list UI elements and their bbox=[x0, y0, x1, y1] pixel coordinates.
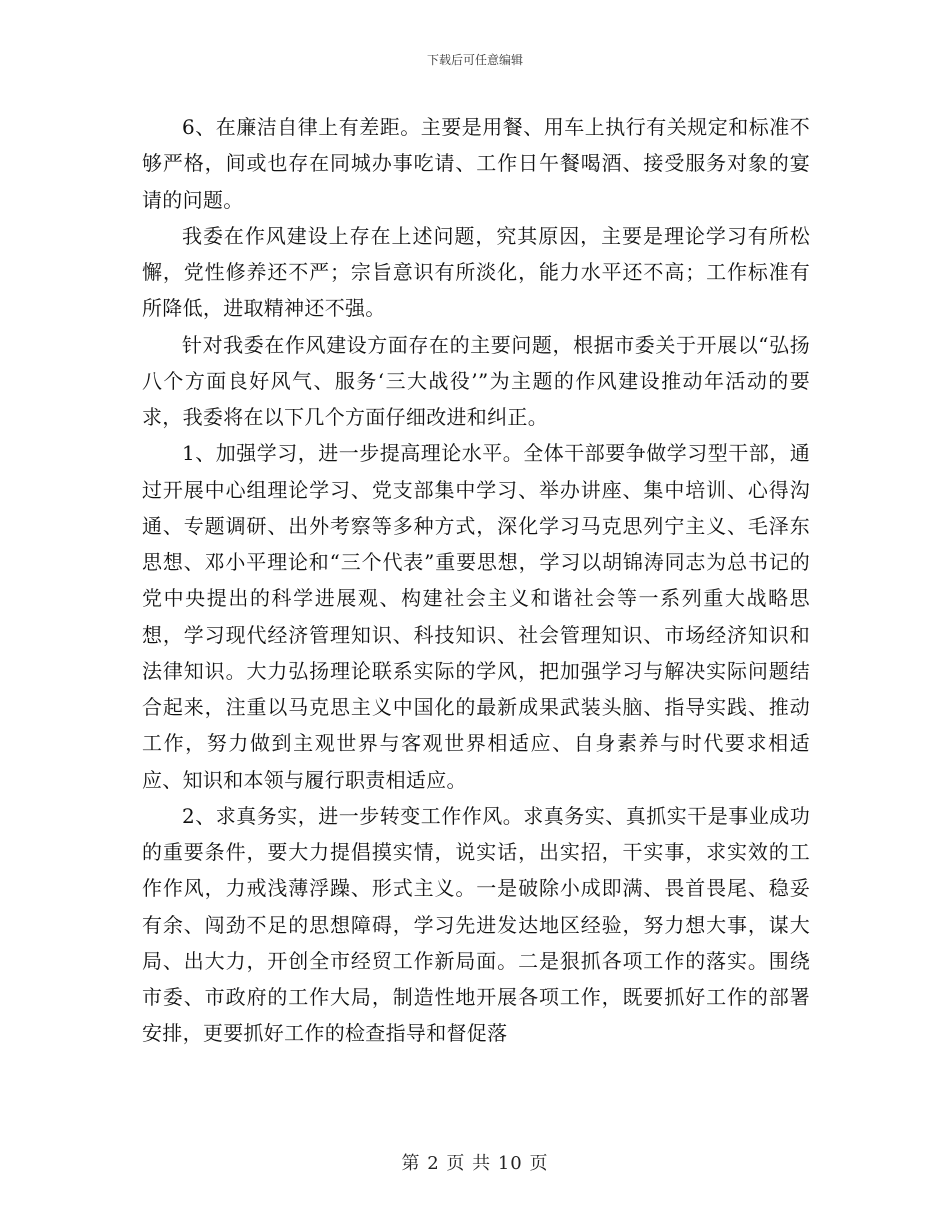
paragraph-integrity-gap: 6、在廉洁自律上有差距。主要是用餐、用车上执行有关规定和标准不够严格，间或也存在同城办事吃请、工作日午餐喝酒、接受服务对象的宴请的问题。 bbox=[142, 115, 810, 212]
page-number-footer: 第 2 页 共 10 页 bbox=[401, 1153, 549, 1174]
paragraph-pragmatic-work-style: 2、求真务实，进一步转变工作作风。求真务实、真抓实干是事业成功的重要条件，要大力提倡摸实情，说实话，出实招，干实事，求实效的工作作风，力戒浅薄浮躁、形式主义。一是破除小成即满、畏首畏尾、稳妥有余、闯劲不足的思想障碍，学习先进发达地区经验，努力想大事，谋大局、出大力，开创全市经贸工作新局面。二是狠抓各项工作的落实。围绕市委、市政府的工作大局，制造性地开展各项工作，既要抓好工作的部署安排，更要抓好工作的检查指导和督促落 bbox=[142, 803, 810, 1046]
page-header: 下载后可任意编辑 bbox=[426, 53, 523, 67]
document-body bbox=[142, 109, 810, 1052]
paragraph-strengthen-study: 1、加强学习，进一步提高理论水平。全体干部要争做学习型干部，通过开展中心组理论学习、党支部集中学习、举办讲座、集中培训、心得沟通、专题调研、出外考察等多种方式，深化学习马克思列宁主义、毛泽东思想、邓小平理论和“三个代表”重要思想，学习以胡锦涛同志为总书记的党中央提出的科学进展观、构建社会主义和谐社会等一系列重大战略思想，学习现代经济管理知识、科技知识、社会管理知识、市场经济知识和法律知识。大力弘扬理论联系实际的学风，把加强学习与解决实际问题结合起来，注重以马克思主义中国化的最新成果武装头脑、指导实践、推动工作，努力做到主观世界与客观世界相适应、自身素养与时代要求相适应、知识和本领与履行职责相适应。 bbox=[142, 441, 810, 792]
paragraph-root-causes: 我委在作风建设上存在上述问题，究其原因，主要是理论学习有所松懈，党性修养还不严；宗旨意识有所淡化，能力水平还不高；工作标准有所降低，进取精神还不强。 bbox=[142, 223, 810, 321]
paragraph-improvement-intro: 针对我委在作风建设方面存在的主要问题，根据市委关于开展以“弘扬八个方面良好风气、服务‘三大战役’”为主题的作风建设推动年活动的要求，我委将在以下几个方面仔细改进和纠正。 bbox=[142, 332, 810, 429]
